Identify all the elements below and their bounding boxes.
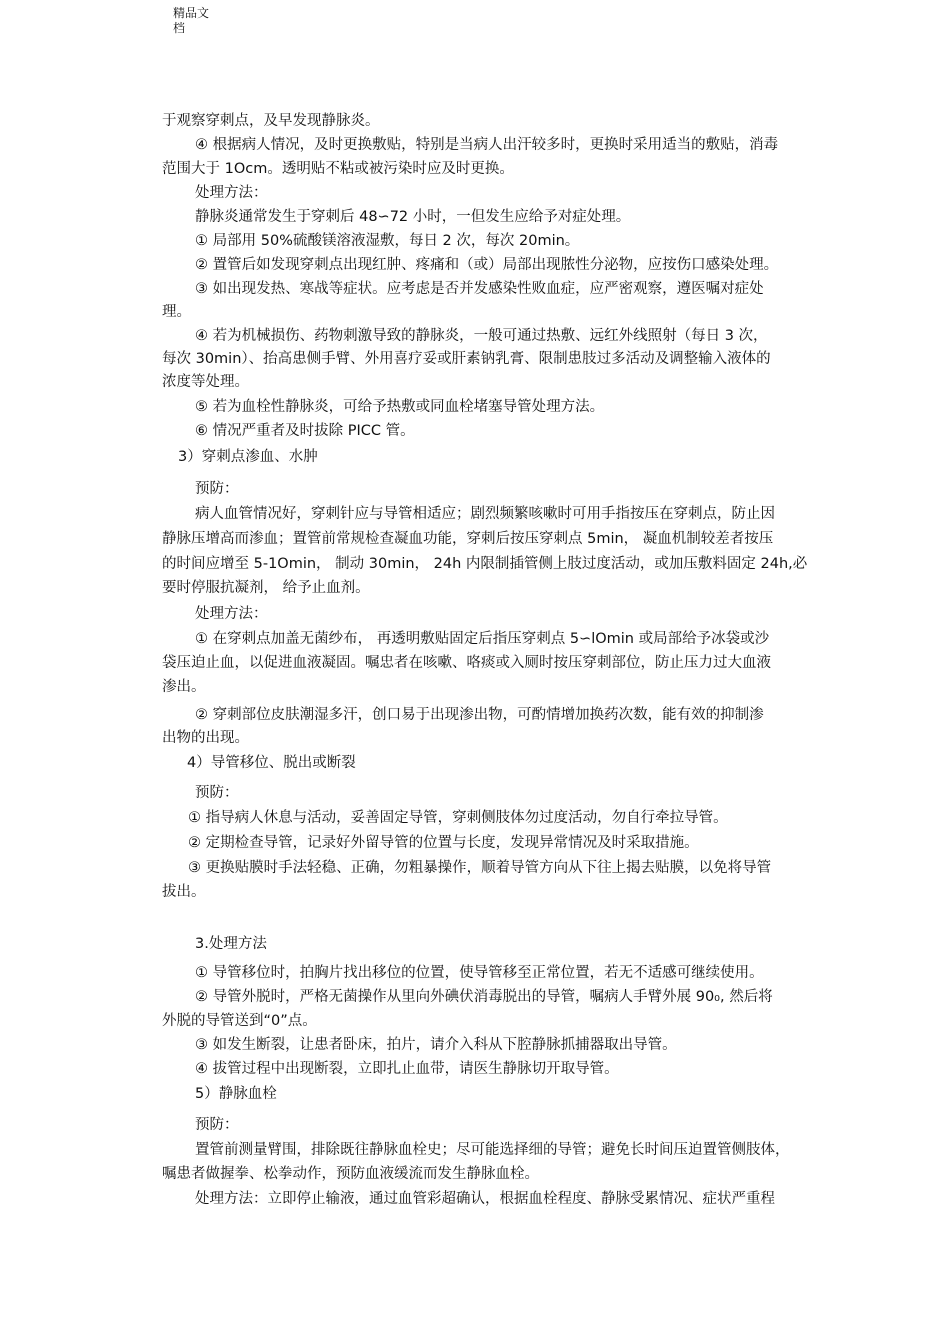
text-line: ③ 更换贴膜时手法轻稳、正确，勿粗暴操作，顺着导管方向从下往上揭去贴膜，以免将导管 (188, 860, 772, 876)
text-line: 要时停服抗凝剂， 给予止血剂。 (162, 580, 370, 596)
text-line: 出物的出现。 (162, 730, 249, 746)
text-line: ② 置管后如发现穿刺点出现红肿、疼痛和（或）局部出现脓性分泌物，应按伤口感染处理。 (195, 257, 779, 273)
text-line: ④ 根据病人情况，及时更换敷贴，特别是当病人出汗较多时，更换时采用适当的敷贴，消毒 (195, 137, 779, 153)
text-line: 处理方法： (195, 185, 268, 201)
text-line: 每次 30min）、抬高患侧手臂、外用喜疗妥或肝素钠乳膏、限制患肢过多活动及调整输入液体的 (162, 351, 771, 367)
text-line: ① 局部用 50%硫酸镁溶液湿敷，每日 2 次，每次 20min。 (195, 233, 580, 249)
text-line: ① 在穿刺点加盖无菌纱布， 再透明敷贴固定后指压穿刺点 5∽lOmin 或局部给予冰袋或沙 (195, 631, 770, 647)
text-line: ③ 如发生断裂，让患者卧床，拍片，请介入科从下腔静脉抓捕器取出导管。 (195, 1037, 677, 1053)
text-line: ② 定期检查导管，记录好外留导管的位置与长度，发现异常情况及时采取措施。 (188, 835, 699, 851)
header-line-1: 精品文 (173, 6, 210, 20)
text-line: ⑤ 若为血栓性静脉炎，可给予热敷或同血栓堵塞导管处理方法。 (195, 399, 605, 415)
text-line: ② 导管外脱时，严格无菌操作从里向外碘伏消毒脱出的导管，嘱病人手臂外展 90₀, 然后将 (195, 989, 773, 1005)
text-line: ④ 拔管过程中出现断裂，立即扎止血带，请医生静脉切开取导管。 (195, 1061, 619, 1077)
section-heading: 3.处理方法 (195, 936, 267, 952)
text-line: 拔出。 (162, 884, 206, 900)
text-line: 理。 (162, 304, 191, 320)
text-line: ① 导管移位时，拍胸片找出移位的位置，使导管移至正常位置，若无不适感可继续使用。 (195, 965, 764, 981)
text-line: 于观察穿刺点，及早发现静脉炎。 (162, 113, 380, 129)
text-line: ③ 如出现发热、寒战等症状。应考虑是否并发感染性败血症，应严密观察，遵医嘱对症处 (195, 281, 764, 297)
header-line-2: 档 (173, 21, 186, 35)
page-header (173, 6, 233, 36)
text-line: 袋压迫止血，以促进血液凝固。嘱忠者在咳嗽、咯痰或入厕时按压穿刺部位，防止压力过大血液 (162, 655, 771, 671)
text-line: 预防： (195, 1117, 239, 1133)
text-line: 范围大于 1Ocm。透明贴不粘或被污染时应及时更换。 (162, 161, 514, 177)
text-line: ② 穿刺部位皮肤潮湿多汗，创口易于出现渗出物，可酌情增加换药次数，能有效的抑制渗 (195, 707, 764, 723)
text-line: 渗出。 (162, 679, 206, 695)
text-line: 预防： (195, 481, 239, 497)
text-line: 静脉压增高而渗血；置管前常规检查凝血功能，穿刺后按压穿刺点 5min， 凝血机制较差者按压 (162, 531, 774, 547)
text-line: 外脱的导管送到“0”点。 (162, 1013, 317, 1029)
text-line: 静脉炎通常发生于穿刺后 48∽72 小时，一但发生应给予对症处理。 (195, 209, 631, 225)
text-line: ① 指导病人休息与活动，妥善固定导管，穿刺侧肢体勿过度活动，勿自行牵拉导管。 (188, 810, 728, 826)
section-heading: 3）穿刺点渗血、水肿 (178, 449, 318, 465)
section-heading: 5）静脉血栓 (195, 1086, 277, 1102)
text-line: 处理方法：立即停止输液，通过血管彩超确认，根据血栓程度、静脉受累情况、症状严重程 (195, 1191, 775, 1207)
text-line: 浓度等处理。 (162, 374, 249, 390)
text-line: 处理方法： (195, 606, 268, 622)
text-line: 的时间应增至 5-1Omin， 制动 30min， 24h 内限制插管侧上肢过度活动，或加压敷料固定 24h,必 (162, 556, 808, 572)
text-line: 嘱患者做握拳、松拳动作，预防血液缓流而发生静脉血栓。 (162, 1166, 539, 1182)
text-line: ④ 若为机械损伤、药物刺激导致的静脉炎，一般可通过热敷、远红外线照射（每日 3 次， (195, 328, 768, 344)
text-line: 预防： (195, 785, 239, 801)
text-line: ⑥ 情况严重者及时拔除 PICC 管。 (195, 423, 415, 439)
text-line: 病人血管情况好，穿刺针应与导管相适应；剧烈频繁咳嗽时可用手指按压在穿刺点，防止因 (195, 506, 775, 522)
text-line: 置管前测量臂围，排除既往静脉血栓史；尽可能选择细的导管；避免长时间压迫置管侧肢体， (195, 1142, 790, 1158)
section-heading: 4）导管移位、脱出或断裂 (187, 755, 356, 771)
